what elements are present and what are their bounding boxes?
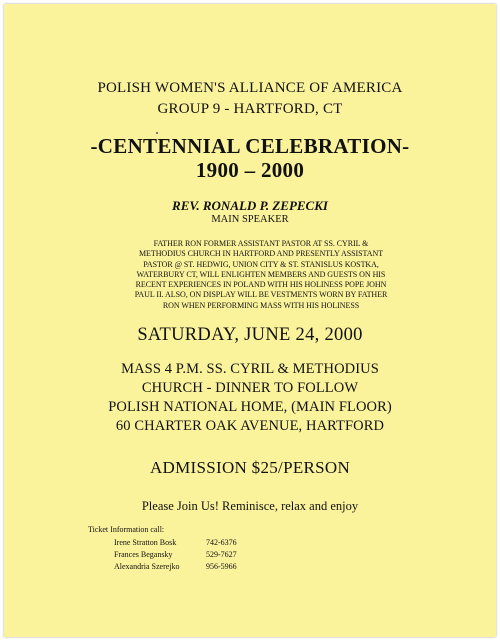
invitation-text: Please Join Us! Reminisce, relax and enjoy	[141, 499, 359, 513]
organization-group: GROUP 9 - HARTFORD, CT	[157, 101, 343, 117]
description-line: WATERBURY CT, WILL ENLIGHTEN MEMBERS AND GUESTS ON HIS	[136, 269, 386, 279]
speaker-role: MAIN SPEAKER	[211, 214, 289, 225]
ticket-info	[88, 524, 288, 573]
event-years: 1900 – 2000	[195, 158, 305, 182]
description-line: RECENT EXPERIENCES IN POLAND WITH HIS HOLINESS POPE JOHN	[135, 280, 387, 290]
contact-phone: 956-5966	[206, 562, 237, 571]
description-line: FATHER RON FORMER ASSISTANT PASTOR AT SS. CYRIL &	[153, 239, 369, 248]
flyer-page	[4, 4, 496, 637]
details-line: MASS 4 P.M. SS. CYRIL & METHODIUS	[121, 361, 379, 377]
description-line: PASTOR @ ST. HEDWIG, UNION CITY & ST. STANISLUS KOSTKA,	[143, 259, 379, 269]
speaker-name: REV. RONALD P. ZEPECKI	[172, 198, 328, 213]
ticket-info-label: Ticket Information call:	[88, 525, 165, 534]
contact-phone: 742-6376	[206, 538, 237, 547]
contact-row	[88, 537, 288, 549]
contact-name: Irene Stratton Bosk	[114, 538, 177, 547]
organization-name: POLISH WOMEN'S ALLIANCE OF AMERICA	[97, 80, 403, 96]
speaker-description	[124, 239, 398, 311]
contact-row	[88, 549, 288, 561]
event-title-block	[4, 134, 496, 182]
description-line: PAUL II. ALSO, ON DISPLAY WILL BE VESTMENTS WORN BY FATHER	[134, 290, 388, 300]
details-line: POLISH NATIONAL HOME, (MAIN FLOOR)	[108, 399, 392, 415]
details-line: 60 CHARTER OAK AVENUE, HARTFORD	[115, 418, 385, 434]
event-date: SATURDAY, JUNE 24, 2000	[137, 325, 363, 345]
event-title: -CENTENNIAL CELEBRATION-	[90, 134, 410, 158]
contact-name: Alexandria Szerejko	[114, 562, 180, 571]
description-line: METHODIUS CHURCH IN HARTFORD AND PRESENTLY ASSISTANT	[138, 249, 384, 259]
details-line: CHURCH - DINNER TO FOLLOW	[141, 380, 359, 396]
event-details	[4, 360, 496, 436]
description-line: RON WHEN PERFORMING MASS WITH HIS HOLINESS	[162, 300, 360, 310]
contact-name: Frances Begansky	[114, 550, 173, 559]
organization-header	[4, 78, 496, 120]
contact-row	[88, 561, 288, 573]
admission-price: ADMISSION $25/PERSON	[149, 458, 351, 477]
contact-phone: 529-7627	[206, 550, 237, 559]
